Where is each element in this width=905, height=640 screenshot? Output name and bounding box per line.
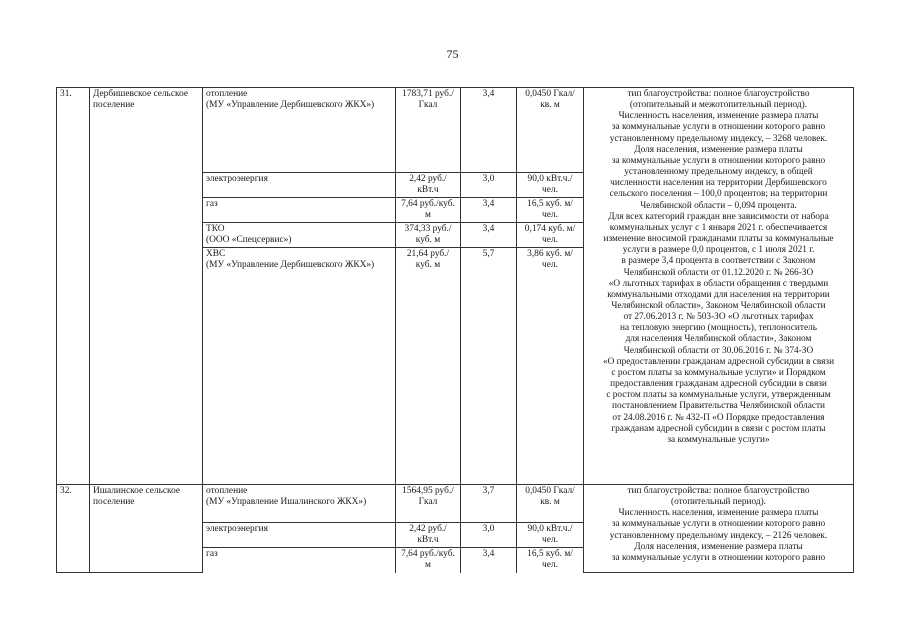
notes-line: с ростом платы за коммунальные услуги, утвержденным [606, 390, 831, 401]
service-name: газ [203, 198, 396, 223]
notes-line: Численность населения, изменение размера платы [618, 508, 819, 519]
notes-line: коммунальных услуг с 1 января 2021 г. обеспечивается [609, 222, 828, 233]
notes-line: за коммунальные услуги в отношении которого равно [611, 519, 826, 530]
service-name: отопление (МУ «Управление Ишалинского ЖКХ») [203, 485, 396, 523]
service-name: газ [203, 548, 396, 573]
notes-line: предоставления гражданам адресной субсидии в связи [610, 379, 827, 390]
service-name: ХВС (МУ «Управление Дербишевского ЖКХ») [203, 248, 396, 485]
notes-line: сельского поселения – 100,0 процентов; на территории [609, 189, 828, 200]
row-number: 32. [57, 485, 90, 573]
notes-line: установленному предельному индексу, в общей [624, 167, 813, 178]
tariff-value: 374,33 руб./куб. м [396, 223, 461, 248]
notes-line: для населения Челябинской области», Законом [625, 334, 812, 345]
notes-line: Доля населения, изменение размера платы [634, 541, 803, 552]
notes-line: Доля населения, изменение размера платы [634, 144, 803, 155]
notes-line: Челябинской области – 0,094 процента. [640, 200, 797, 211]
tariff-value: 7,64 руб./куб. м [396, 198, 461, 223]
notes-line: от 24.08.2016 г. № 432-П «О Порядке предоставления [612, 412, 825, 423]
notes-line: «О льготных тарифах в области обращения с твердыми [608, 278, 829, 289]
notes-line: в размере 3,4 процента в соответствии с Законом [621, 256, 816, 267]
tariff-value: 2,42 руб./кВт.ч [396, 173, 461, 198]
norm-value: 16,5 куб. м/чел. [517, 198, 584, 223]
table-row [57, 485, 854, 523]
notes-line: изменение вносимой гражданами платы за коммунальные [603, 234, 834, 245]
notes-cell [584, 485, 854, 573]
notes-line: тип благоустройства: полное благоустройство [627, 486, 810, 496]
service-name: ТКО (ООО «Спецсервис») [203, 223, 396, 248]
norm-value: 16,5 куб. м/чел. [517, 548, 584, 573]
tariff-value: 2,42 руб./кВт.ч [396, 523, 461, 548]
notes-line: с ростом платы за коммунальные услуги» и Порядком [611, 367, 826, 378]
norm-value: 0,0450 Гкал/кв. м [517, 88, 584, 173]
service-name: отопление (МУ «Управление Дербишевского ЖКХ») [203, 88, 396, 173]
notes-line: численности населения на территории Дербишевского [610, 178, 827, 189]
notes-line: установленному предельному индексу, – 3268 человек. [609, 133, 828, 144]
tariff-table [56, 87, 854, 573]
notes-line: гражданам адресной субсидии в связи с ростом платы [611, 423, 826, 434]
rate-value: 3,0 [461, 523, 517, 548]
norm-value: 0,0450 Гкал/кв. м [517, 485, 584, 523]
notes-line: за коммунальные услуги в отношении которого равно [611, 552, 826, 563]
notes-line: от 27.06.2013 г. № 503-ЗО «О льготных тарифах [623, 312, 814, 323]
notes-line: (отопительный период). [670, 497, 766, 508]
rate-value: 3,4 [461, 223, 517, 248]
tariff-value: 7,64 руб./куб. м [396, 548, 461, 573]
notes-line: Численность населения, изменение размера платы [618, 111, 819, 122]
notes-cell [584, 88, 854, 485]
notes-line: за коммунальные услуги в отношении которого равно [611, 155, 826, 166]
notes-line: постановлением Правительства Челябинской области [611, 401, 825, 412]
norm-value: 90,0 кВт.ч./чел. [517, 173, 584, 198]
tariff-value: 1564,95 руб./Гкал [396, 485, 461, 523]
service-name: электроэнергия [203, 173, 396, 198]
settlement-name: Ишалинское сельское поселение [90, 485, 203, 573]
rate-value: 5,7 [461, 248, 517, 485]
notes-line: услуги в размере 0,0 процентов, с 1 июля 2021 г. [622, 245, 815, 256]
notes-line: тип благоустройства: полное благоустройство [627, 89, 810, 99]
rate-value: 3,0 [461, 173, 517, 198]
settlement-name: Дербишевское сельское поселение [90, 88, 203, 485]
rate-value: 3,4 [461, 198, 517, 223]
notes-line: Челябинской области от 30.06.2016 г. № 374-ЗО [623, 345, 814, 356]
notes-line: за коммунальные услуги в отношении которого равно [611, 122, 826, 133]
norm-value: 90,0 кВт.ч./чел. [517, 523, 584, 548]
norm-value: 0,174 куб. м/чел. [517, 223, 584, 248]
notes-line: за коммунальные услуги» [667, 434, 770, 445]
service-name: электроэнергия [203, 523, 396, 548]
tariff-value: 21,64 руб./куб. м [396, 248, 461, 485]
rate-value: 3,4 [461, 548, 517, 573]
notes-line: установленному предельному индексу, – 2126 человек. [609, 530, 828, 541]
rate-value: 3,7 [461, 485, 517, 523]
norm-value: 3,86 куб. м/чел. [517, 248, 584, 485]
row-number: 31. [57, 88, 90, 485]
notes-line: коммунальными отходами для населения на территории [607, 289, 830, 300]
notes-line: «О предоставлении гражданам адресной субсидии в связи [602, 356, 835, 367]
page-number: 75 [446, 47, 459, 61]
rate-value: 3,4 [461, 88, 517, 173]
table-row [57, 88, 854, 173]
tariff-value: 1783,71 руб./Гкал [396, 88, 461, 173]
notes-line: Челябинской области», Законом Челябинской области [611, 300, 826, 311]
notes-line: (отопительный и межотопительный период). [629, 100, 808, 111]
notes-line: на тепловую энергию (мощность), теплоноситель [620, 323, 817, 334]
notes-line: Челябинской области от 01.12.2020 г. № 266-ЗО [623, 267, 814, 278]
notes-line: Для всех категорий граждан вне зависимости от набора [608, 211, 829, 222]
